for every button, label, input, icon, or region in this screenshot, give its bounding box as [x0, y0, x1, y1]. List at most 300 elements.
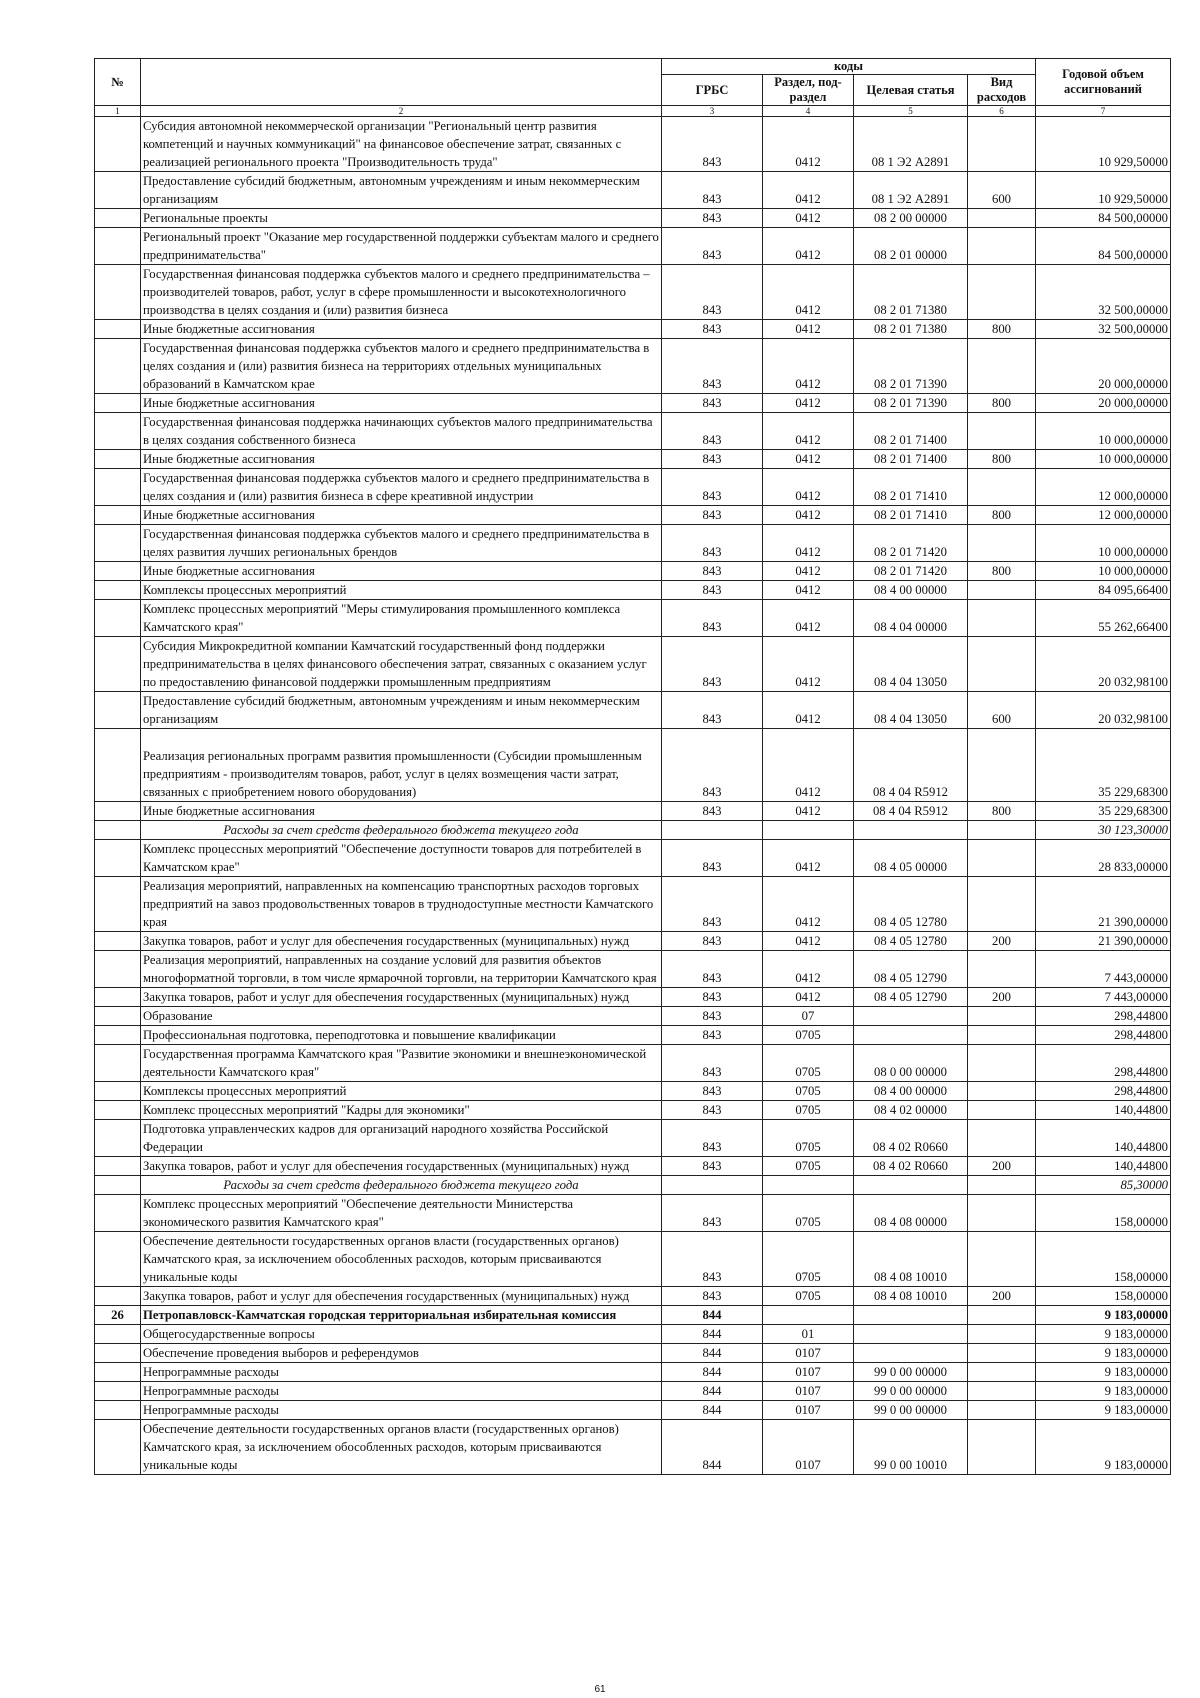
table-row: [95, 600, 1171, 637]
row-name: Государственная финансовая поддержка субъектов малого и среднего предпринимательства в целях создания и (или) развития бизнеса на территориях отдельных муниципальных образований в Камчатском крае: [141, 339, 662, 394]
table-row: [95, 1157, 1171, 1176]
row-vid: [968, 840, 1036, 877]
table-row: [95, 562, 1171, 581]
row-name: Региональный проект "Оказание мер государственной поддержки субъектам малого и среднего предпринимательства": [141, 228, 662, 265]
header-codes: коды: [662, 59, 1036, 75]
row-razdel: 0705: [763, 1101, 854, 1120]
row-amount: 298,44800: [1036, 1082, 1171, 1101]
row-number: [95, 932, 141, 951]
row-name: Субсидия автономной некоммерческой организации "Региональный центр развития компетенций и научных коммуникаций" на финансовое обеспечение затрат, связанных с реализацией регионального проекта "Производительность труда": [141, 117, 662, 172]
row-number: [95, 1287, 141, 1306]
row-grbs: 843: [662, 209, 763, 228]
table-row: [95, 821, 1171, 840]
header-razdel: Раздел, под-раздел: [763, 75, 854, 106]
row-amount: 21 390,00000: [1036, 877, 1171, 932]
row-amount: 84 500,00000: [1036, 228, 1171, 265]
row-vid: [968, 265, 1036, 320]
row-celevaya: 08 4 08 00000: [854, 1195, 968, 1232]
row-number: [95, 1120, 141, 1157]
row-name: Региональные проекты: [141, 209, 662, 228]
row-razdel: 0412: [763, 988, 854, 1007]
table-row: [95, 1363, 1171, 1382]
row-celevaya: [854, 821, 968, 840]
header-celevaya: Целевая статья: [854, 75, 968, 106]
table-row: [95, 320, 1171, 339]
row-razdel: 0412: [763, 209, 854, 228]
row-grbs: 843: [662, 1045, 763, 1082]
row-razdel: [763, 1176, 854, 1195]
row-name: Иные бюджетные ассигнования: [141, 802, 662, 821]
row-name: Непрограммные расходы: [141, 1401, 662, 1420]
colnum: 5: [854, 106, 968, 117]
row-number: [95, 1344, 141, 1363]
row-grbs: 844: [662, 1401, 763, 1420]
row-razdel: 0412: [763, 506, 854, 525]
row-number: [95, 1195, 141, 1232]
row-name: Реализация региональных программ развития промышленности (Субсидии промышленным предприятиям - производителям товаров, работ, услуг в целях возмещения части затрат, связанных с приобретением нового оборудования): [141, 729, 662, 802]
row-grbs: 843: [662, 469, 763, 506]
table-row: [95, 413, 1171, 450]
row-vid: [968, 600, 1036, 637]
table-row: [95, 1026, 1171, 1045]
row-razdel: [763, 821, 854, 840]
row-razdel: 0412: [763, 637, 854, 692]
table-body: [95, 117, 1171, 1475]
row-grbs: [662, 1176, 763, 1195]
row-grbs: 843: [662, 339, 763, 394]
header-num: №: [95, 59, 141, 106]
row-celevaya: 99 0 00 00000: [854, 1401, 968, 1420]
row-grbs: 843: [662, 1120, 763, 1157]
row-celevaya: [854, 1325, 968, 1344]
row-name: Подготовка управленческих кадров для организаций народного хозяйства Российской Федерации: [141, 1120, 662, 1157]
row-grbs: 843: [662, 172, 763, 209]
row-vid: [968, 209, 1036, 228]
row-name: Предоставление субсидий бюджетным, автономным учреждениям и иным некоммерческим организациям: [141, 692, 662, 729]
row-number: [95, 581, 141, 600]
row-grbs: 843: [662, 951, 763, 988]
row-amount: 10 000,00000: [1036, 525, 1171, 562]
row-vid: [968, 1363, 1036, 1382]
row-vid: 200: [968, 1287, 1036, 1306]
row-amount: 9 183,00000: [1036, 1363, 1171, 1382]
row-amount: 158,00000: [1036, 1232, 1171, 1287]
row-number: [95, 469, 141, 506]
row-celevaya: [854, 1176, 968, 1195]
row-name: Комплексы процессных мероприятий: [141, 1082, 662, 1101]
row-vid: [968, 1176, 1036, 1195]
table-row: [95, 394, 1171, 413]
table-row: [95, 637, 1171, 692]
row-name: Профессиональная подготовка, переподготовка и повышение квалификации: [141, 1026, 662, 1045]
row-grbs: 843: [662, 394, 763, 413]
colnum: 7: [1036, 106, 1171, 117]
row-number: 26: [95, 1306, 141, 1325]
row-number: [95, 117, 141, 172]
row-razdel: 0412: [763, 413, 854, 450]
row-amount: 298,44800: [1036, 1007, 1171, 1026]
table-row: [95, 988, 1171, 1007]
row-name: Комплекс процессных мероприятий "Обеспечение деятельности Министерства экономического развития Камчатского края": [141, 1195, 662, 1232]
row-amount: 9 183,00000: [1036, 1325, 1171, 1344]
table-row: [95, 802, 1171, 821]
row-amount: 10 929,50000: [1036, 117, 1171, 172]
row-amount: 85,30000: [1036, 1176, 1171, 1195]
row-razdel: 0412: [763, 228, 854, 265]
row-amount: 7 443,00000: [1036, 951, 1171, 988]
row-vid: 800: [968, 562, 1036, 581]
row-celevaya: 08 4 05 12780: [854, 877, 968, 932]
table-row: [95, 1287, 1171, 1306]
row-number: [95, 394, 141, 413]
row-celevaya: 08 4 04 13050: [854, 637, 968, 692]
row-vid: 800: [968, 320, 1036, 339]
row-number: [95, 840, 141, 877]
row-grbs: 843: [662, 117, 763, 172]
row-number: [95, 172, 141, 209]
row-vid: 600: [968, 692, 1036, 729]
row-razdel: 0107: [763, 1344, 854, 1363]
row-number: [95, 692, 141, 729]
row-amount: 32 500,00000: [1036, 265, 1171, 320]
row-grbs: 844: [662, 1363, 763, 1382]
row-name: Закупка товаров, работ и услуг для обеспечения государственных (муниципальных) нужд: [141, 1287, 662, 1306]
row-number: [95, 1082, 141, 1101]
row-grbs: 843: [662, 1157, 763, 1176]
table-header: [95, 59, 1171, 117]
row-number: [95, 1382, 141, 1401]
row-vid: 800: [968, 450, 1036, 469]
row-vid: 800: [968, 506, 1036, 525]
table-row: [95, 840, 1171, 877]
row-celevaya: 08 4 08 10010: [854, 1287, 968, 1306]
table-row: [95, 1420, 1171, 1475]
row-name: Расходы за счет средств федерального бюджета текущего года: [141, 1176, 662, 1195]
row-number: [95, 637, 141, 692]
row-celevaya: 08 1 Э2 А2891: [854, 117, 968, 172]
row-amount: 10 000,00000: [1036, 562, 1171, 581]
row-grbs: 843: [662, 1232, 763, 1287]
row-celevaya: 08 4 02 R0660: [854, 1157, 968, 1176]
row-grbs: 843: [662, 562, 763, 581]
row-amount: 158,00000: [1036, 1287, 1171, 1306]
row-amount: 140,44800: [1036, 1101, 1171, 1120]
row-grbs: 843: [662, 228, 763, 265]
row-celevaya: 99 0 00 00000: [854, 1382, 968, 1401]
table-row: [95, 506, 1171, 525]
row-number: [95, 506, 141, 525]
row-celevaya: 08 2 01 71410: [854, 506, 968, 525]
table-row: [95, 877, 1171, 932]
row-amount: 10 929,50000: [1036, 172, 1171, 209]
row-vid: [968, 951, 1036, 988]
row-number: [95, 1176, 141, 1195]
table-row: [95, 932, 1171, 951]
row-grbs: 844: [662, 1306, 763, 1325]
table-row: [95, 265, 1171, 320]
row-razdel: 0705: [763, 1082, 854, 1101]
row-vid: [968, 1007, 1036, 1026]
row-name: Комплекс процессных мероприятий "Кадры для экономики": [141, 1101, 662, 1120]
row-amount: 84 095,66400: [1036, 581, 1171, 600]
row-amount: 55 262,66400: [1036, 600, 1171, 637]
row-name: Иные бюджетные ассигнования: [141, 506, 662, 525]
row-vid: [968, 525, 1036, 562]
row-grbs: 843: [662, 413, 763, 450]
row-amount: 158,00000: [1036, 1195, 1171, 1232]
row-razdel: 07: [763, 1007, 854, 1026]
row-grbs: 843: [662, 988, 763, 1007]
row-number: [95, 320, 141, 339]
row-grbs: 843: [662, 1287, 763, 1306]
row-amount: 9 183,00000: [1036, 1306, 1171, 1325]
row-razdel: 0412: [763, 562, 854, 581]
row-razdel: 0107: [763, 1363, 854, 1382]
table-row: [95, 581, 1171, 600]
row-grbs: 843: [662, 932, 763, 951]
row-razdel: 0705: [763, 1287, 854, 1306]
row-vid: [968, 637, 1036, 692]
row-amount: 20 032,98100: [1036, 637, 1171, 692]
row-number: [95, 339, 141, 394]
table-row: [95, 1045, 1171, 1082]
row-name: Петропавловск-Камчатская городская территориальная избирательная комиссия: [141, 1306, 662, 1325]
row-number: [95, 1401, 141, 1420]
row-celevaya: 08 4 02 00000: [854, 1101, 968, 1120]
row-vid: [968, 228, 1036, 265]
row-grbs: 843: [662, 1101, 763, 1120]
row-amount: 10 000,00000: [1036, 413, 1171, 450]
row-number: [95, 1007, 141, 1026]
row-grbs: 843: [662, 729, 763, 802]
row-name: Комплекс процессных мероприятий "Обеспечение доступности товаров для потребителей в Камчатском крае": [141, 840, 662, 877]
row-grbs: 843: [662, 525, 763, 562]
row-number: [95, 1157, 141, 1176]
table-row: [95, 450, 1171, 469]
row-number: [95, 562, 141, 581]
row-celevaya: 08 4 00 00000: [854, 1082, 968, 1101]
row-name: Обеспечение деятельности государственных органов власти (государственных органов) Камчатского края, за исключением обособленных расходов, которым присваиваются уникальные коды: [141, 1420, 662, 1475]
row-number: [95, 525, 141, 562]
row-celevaya: 08 2 01 71420: [854, 562, 968, 581]
row-amount: 140,44800: [1036, 1157, 1171, 1176]
row-razdel: 0412: [763, 469, 854, 506]
row-celevaya: 08 2 01 71410: [854, 469, 968, 506]
row-number: [95, 228, 141, 265]
row-razdel: 0412: [763, 600, 854, 637]
row-razdel: 0107: [763, 1401, 854, 1420]
row-name: Непрограммные расходы: [141, 1382, 662, 1401]
row-amount: 12 000,00000: [1036, 506, 1171, 525]
table-row: [95, 729, 1171, 802]
row-amount: 35 229,68300: [1036, 802, 1171, 821]
row-celevaya: 08 2 01 71420: [854, 525, 968, 562]
row-name: Государственная финансовая поддержка субъектов малого и среднего предпринимательства в целях развития лучших региональных брендов: [141, 525, 662, 562]
row-celevaya: 08 4 04 R5912: [854, 802, 968, 821]
row-name: Непрограммные расходы: [141, 1363, 662, 1382]
row-vid: 200: [968, 1157, 1036, 1176]
table-row: [95, 1101, 1171, 1120]
row-amount: 20 000,00000: [1036, 394, 1171, 413]
table-row: [95, 1325, 1171, 1344]
row-celevaya: 08 4 04 00000: [854, 600, 968, 637]
table-row: [95, 951, 1171, 988]
row-amount: 9 183,00000: [1036, 1344, 1171, 1363]
row-name: Закупка товаров, работ и услуг для обеспечения государственных (муниципальных) нужд: [141, 988, 662, 1007]
table-row: [95, 1176, 1171, 1195]
header-godovoy: Годовой объем ассигнований: [1036, 59, 1171, 106]
row-name: Комплексы процессных мероприятий: [141, 581, 662, 600]
table-row: [95, 339, 1171, 394]
row-vid: [968, 1026, 1036, 1045]
row-name: Государственная финансовая поддержка субъектов малого и среднего предпринимательства в целях создания и (или) развития бизнеса в сфере креативной индустрии: [141, 469, 662, 506]
table-row: [95, 209, 1171, 228]
row-razdel: 0705: [763, 1045, 854, 1082]
row-vid: [968, 581, 1036, 600]
row-amount: 35 229,68300: [1036, 729, 1171, 802]
row-razdel: 0705: [763, 1157, 854, 1176]
colnum: 4: [763, 106, 854, 117]
row-razdel: 0705: [763, 1120, 854, 1157]
colnum: 3: [662, 106, 763, 117]
row-razdel: 0412: [763, 951, 854, 988]
row-amount: 7 443,00000: [1036, 988, 1171, 1007]
row-name: Реализация мероприятий, направленных на создание условий для развития объектов многоформатной торговли, в том числе ярмарочной торговли, на территории Камчатского края: [141, 951, 662, 988]
colnum: 1: [95, 106, 141, 117]
row-grbs: 843: [662, 265, 763, 320]
row-number: [95, 802, 141, 821]
colnum: 2: [141, 106, 662, 117]
row-amount: 32 500,00000: [1036, 320, 1171, 339]
row-celevaya: [854, 1007, 968, 1026]
row-vid: [968, 117, 1036, 172]
row-name: Закупка товаров, работ и услуг для обеспечения государственных (муниципальных) нужд: [141, 1157, 662, 1176]
row-vid: [968, 1195, 1036, 1232]
row-razdel: 0412: [763, 320, 854, 339]
table-row: [95, 117, 1171, 172]
row-razdel: 0705: [763, 1195, 854, 1232]
table-row: [95, 1344, 1171, 1363]
row-name: Предоставление субсидий бюджетным, автономным учреждениям и иным некоммерческим организациям: [141, 172, 662, 209]
row-name: Государственная финансовая поддержка субъектов малого и среднего предпринимательства – производителей товаров, работ, услуг в сфере промышленности и высокотехнологичного производства в целях создания и (или) развития бизнеса: [141, 265, 662, 320]
row-amount: 28 833,00000: [1036, 840, 1171, 877]
row-name: Иные бюджетные ассигнования: [141, 562, 662, 581]
row-grbs: 844: [662, 1344, 763, 1363]
row-grbs: 843: [662, 1026, 763, 1045]
row-celevaya: 08 2 01 71400: [854, 413, 968, 450]
row-name: Общегосударственные вопросы: [141, 1325, 662, 1344]
row-name: Государственная финансовая поддержка начинающих субъектов малого предпринимательства в целях создания собственного бизнеса: [141, 413, 662, 450]
row-razdel: 0412: [763, 581, 854, 600]
row-amount: 298,44800: [1036, 1026, 1171, 1045]
row-vid: [968, 1082, 1036, 1101]
page-number: 61: [594, 1684, 606, 1695]
table-row: [95, 1382, 1171, 1401]
row-grbs: 843: [662, 450, 763, 469]
row-number: [95, 1325, 141, 1344]
row-amount: 9 183,00000: [1036, 1401, 1171, 1420]
row-razdel: [763, 1306, 854, 1325]
row-razdel: 0412: [763, 339, 854, 394]
row-celevaya: 08 2 01 00000: [854, 228, 968, 265]
row-grbs: [662, 821, 763, 840]
row-vid: 200: [968, 932, 1036, 951]
row-name: Расходы за счет средств федерального бюджета текущего года: [141, 821, 662, 840]
row-grbs: 844: [662, 1382, 763, 1401]
row-vid: [968, 1420, 1036, 1475]
row-celevaya: [854, 1306, 968, 1325]
table-row: [95, 1232, 1171, 1287]
row-number: [95, 1363, 141, 1382]
row-grbs: 843: [662, 692, 763, 729]
row-number: [95, 951, 141, 988]
row-grbs: 843: [662, 840, 763, 877]
row-grbs: 843: [662, 877, 763, 932]
table-row: [95, 692, 1171, 729]
row-celevaya: 08 4 05 12790: [854, 988, 968, 1007]
row-number: [95, 1232, 141, 1287]
row-amount: 84 500,00000: [1036, 209, 1171, 228]
row-celevaya: 08 2 00 00000: [854, 209, 968, 228]
row-razdel: 0412: [763, 877, 854, 932]
header-name: [141, 59, 662, 106]
table-row: [95, 1401, 1171, 1420]
row-number: [95, 209, 141, 228]
row-vid: [968, 1232, 1036, 1287]
row-vid: [968, 729, 1036, 802]
row-celevaya: 08 4 04 13050: [854, 692, 968, 729]
row-razdel: 0412: [763, 840, 854, 877]
row-celevaya: 08 4 02 R0660: [854, 1120, 968, 1157]
table-row: [95, 469, 1171, 506]
row-vid: 600: [968, 172, 1036, 209]
row-celevaya: 08 4 05 12790: [854, 951, 968, 988]
row-celevaya: 08 2 01 71380: [854, 265, 968, 320]
row-amount: 9 183,00000: [1036, 1420, 1171, 1475]
row-celevaya: 08 2 01 71390: [854, 394, 968, 413]
row-celevaya: 08 4 05 12780: [854, 932, 968, 951]
row-vid: [968, 821, 1036, 840]
row-celevaya: 99 0 00 00000: [854, 1363, 968, 1382]
row-razdel: 0107: [763, 1382, 854, 1401]
row-celevaya: 08 1 Э2 А2891: [854, 172, 968, 209]
row-amount: 298,44800: [1036, 1045, 1171, 1082]
row-razdel: 01: [763, 1325, 854, 1344]
table-row: [95, 172, 1171, 209]
table-row: [95, 1195, 1171, 1232]
row-celevaya: [854, 1026, 968, 1045]
row-name: Образование: [141, 1007, 662, 1026]
row-name: Реализация мероприятий, направленных на компенсацию транспортных расходов торговых предприятий на завоз продовольственных товаров в труднодоступные местности Камчатского края: [141, 877, 662, 932]
row-name: Иные бюджетные ассигнования: [141, 394, 662, 413]
table-row: [95, 1120, 1171, 1157]
row-number: [95, 729, 141, 802]
header-grbs: ГРБС: [662, 75, 763, 106]
row-razdel: 0412: [763, 117, 854, 172]
row-razdel: 0107: [763, 1420, 854, 1475]
row-grbs: 843: [662, 637, 763, 692]
row-celevaya: 08 2 01 71400: [854, 450, 968, 469]
row-number: [95, 1101, 141, 1120]
row-name: Обеспечение деятельности государственных органов власти (государственных органов) Камчатского края, за исключением обособленных расходов, которым присваиваются уникальные коды: [141, 1232, 662, 1287]
row-vid: 800: [968, 394, 1036, 413]
row-name: Государственная программа Камчатского края "Развитие экономики и внешнеэкономической деятельности Камчатского края": [141, 1045, 662, 1082]
row-number: [95, 1045, 141, 1082]
table-row: [95, 525, 1171, 562]
header-vid: Вид расходов: [968, 75, 1036, 106]
row-razdel: 0412: [763, 729, 854, 802]
row-celevaya: 08 4 08 10010: [854, 1232, 968, 1287]
